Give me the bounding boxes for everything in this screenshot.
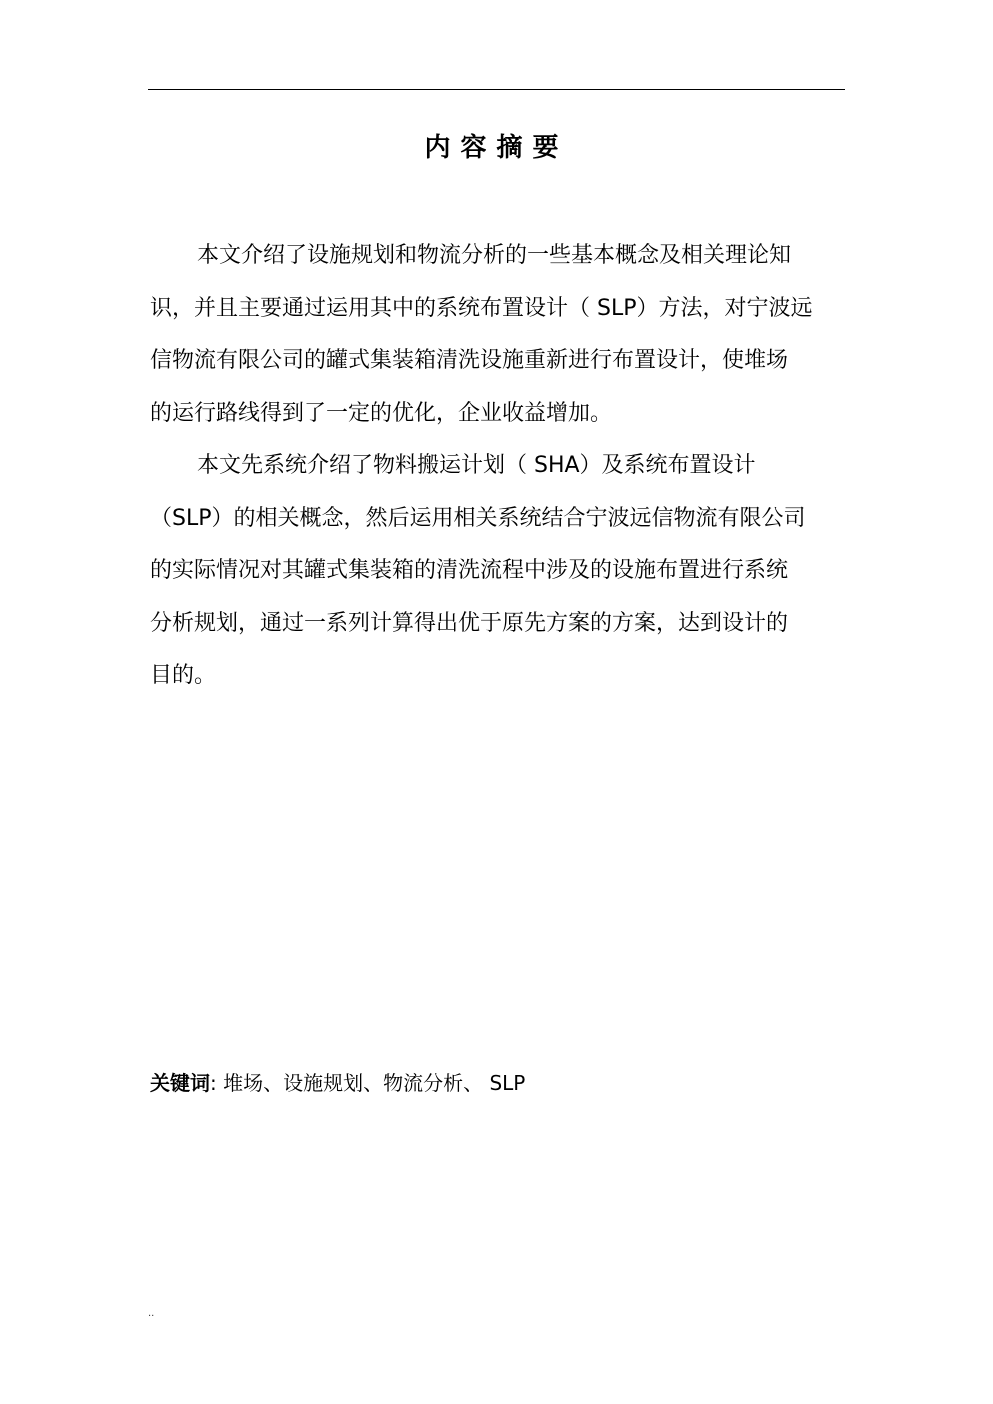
paragraph-line: （SLP）的相关概念，然后运用相关系统结合宁波远信物流有限公司 bbox=[150, 505, 806, 531]
keywords-separator: : bbox=[210, 1071, 217, 1095]
keywords-value: 堆场、设施规划、物流分析、 SLP bbox=[216, 1071, 526, 1095]
keywords-label: 关键词 bbox=[150, 1071, 210, 1095]
footer-mark: .. bbox=[148, 1308, 155, 1319]
paragraph-line: 识，并且主要通过运用其中的系统布置设计（ SLP）方法，对宁波远 bbox=[150, 295, 813, 321]
abstract-paragraph-1 bbox=[150, 230, 840, 440]
paragraph-line: 目的。 bbox=[150, 663, 217, 688]
paragraph-line: 本文介绍了设施规划和物流分析的一些基本概念及相关理论知 bbox=[197, 243, 792, 268]
page-title: 内容摘要 bbox=[424, 133, 569, 163]
abstract-paragraph-2 bbox=[150, 440, 840, 703]
paragraph-line: 的运行路线得到了一定的优化，企业收益增加。 bbox=[150, 400, 613, 426]
paragraph-line: 信物流有限公司的罐式集装箱清洗设施重新进行布置设计，使堆场 bbox=[150, 348, 789, 373]
paragraph-line: 分析规划，通过一系列计算得出优于原先方案的方案，达到设计的 bbox=[150, 610, 789, 636]
paragraph-line: 本文先系统介绍了物料搬运计划（ SHA）及系统布置设计 bbox=[197, 453, 756, 478]
abstract-body bbox=[150, 230, 840, 703]
header-rule bbox=[148, 89, 845, 90]
keywords-line bbox=[150, 1065, 525, 1101]
paragraph-line: 的实际情况对其罐式集装箱的清洗流程中涉及的设施布置进行系统 bbox=[150, 558, 789, 583]
